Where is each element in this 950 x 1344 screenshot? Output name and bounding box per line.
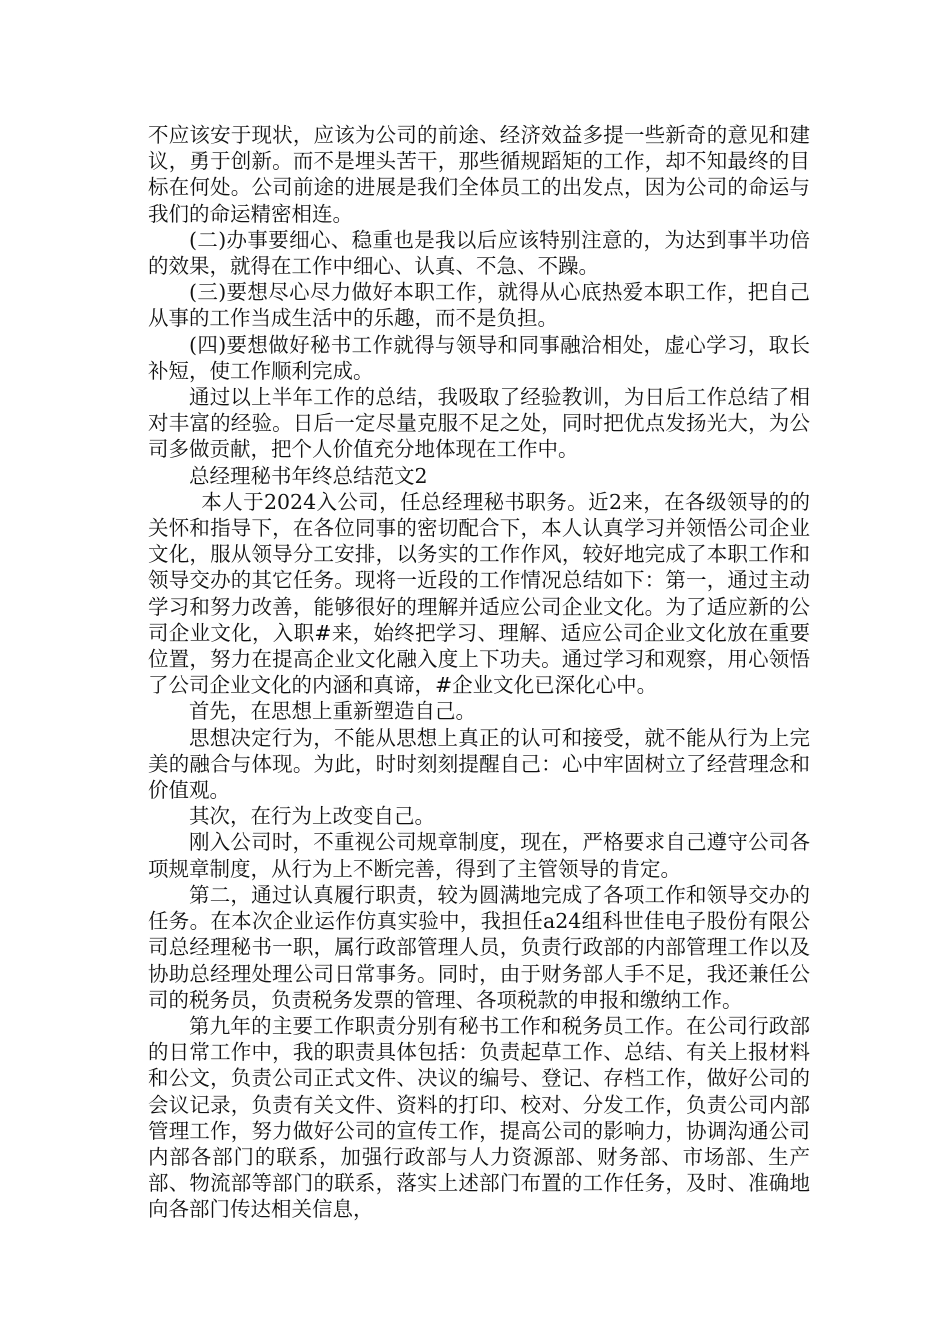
- paragraph-5: 通过以上半年工作的总结，我吸取了经验教训，为日后工作总结了相对丰富的经验。日后一定尽量克服不足之处，同时把优点发扬光大，为公司多做贡献，把个人价值充分地体现在工作中。: [148, 385, 810, 462]
- paragraph-12: 第九年的主要工作职责分别有秘书工作和税务员工作。在公司行政部的日常工作中，我的职责具体包括：负责起草工作、总结、有关上报材料和公文，负责公司正式文件、决议的编号、登记、存档工作，做好公司的会议记录，负责有关文件、资料的打印、校对、分发工作，负责公司内部管理工作，努力做好公司的宣传工作，提高公司的影响力，协调沟通公司内部各部门的联系，加强行政部与人力资源部、财务部、市场部、生产部、物流部等部门的联系，落实上述部门布置的工作任务，及时、准确地向各部门传达相关信息，: [148, 1013, 810, 1222]
- paragraph-11: 第二，通过认真履行职责，较为圆满地完成了各项工作和领导交办的任务。在本次企业运作仿真实验中，我担任a24组科世佳电子股份有限公司总经理秘书一职，属行政部管理人员，负责行政部的内部管理工作以及协助总经理处理公司日常事务。同时，由于财务部人手不足，我还兼任公司的税务员，负责税务发票的管理、各项税款的申报和缴纳工作。: [148, 882, 810, 1012]
- paragraph-1: 不应该安于现状，应该为公司的前途、经济效益多提一些新奇的意见和建议，勇于创新。而不是埋头苦干，那些循规蹈矩的工作，却不知最终的目标在何处。公司前途的进展是我们全体员工的出发点，因为公司的命运与我们的命运精密相连。: [148, 123, 810, 226]
- paragraph-3: (三)要想尽心尽力做好本职工作，就得从心底热爱本职工作，把自己从事的工作当成生活中的乐趣，而不是负担。: [148, 280, 810, 331]
- paragraph-2: (二)办事要细心、稳重也是我以后应该特别注意的，为达到事半功倍的效果，就得在工作中细心、认真、不急、不躁。: [148, 227, 810, 279]
- paragraph-6: 本人于2024入公司，任总经理秘书职务。近2来，在各级领导的的关怀和指导下，在各位同事的密切配合下，本人认真学习并领悟公司企业文化，服从领导分工安排，以务实的工作作风，较好地完成了本职工作和领导交办的其它任务。现将一近段的工作情况总结如下：第一，通过主动学习和努力改善，能够很好的理解并适应公司企业文化。为了适应新的公司企业文化，入职#来，始终把学习、理解、适应公司企业文化放在重要位置，努力在提高企业文化融入度上下功夫。通过学习和观察，用心领悟了公司企业文化的内涵和真谛，#企业文化已深化心中。: [148, 489, 810, 698]
- paragraph-4: (四)要想做好秘书工作就得与领导和同事融洽相处，虚心学习，取长补短，使工作顺利完成。: [148, 332, 810, 383]
- paragraph-7: 首先，在思想上重新塑造自己。: [189, 699, 476, 724]
- paragraph-9: 其次，在行为上改变自己。: [189, 804, 435, 829]
- paragraph-10: 刚入公司时，不重视公司规章制度，现在，严格要求自己遵守公司各项规章制度，从行为上不断完善，得到了主管领导的肯定。: [148, 830, 810, 881]
- paragraph-8: 思想决定行为，不能从思想上真正的认可和接受，就不能从行为上完美的融合与体现。为此，时时刻刻提醒自己：心中牢固树立了经营理念和价值观。: [148, 725, 810, 803]
- section-heading: 总经理秘书年终总结范文2: [189, 463, 428, 488]
- document-page: [148, 122, 810, 1223]
